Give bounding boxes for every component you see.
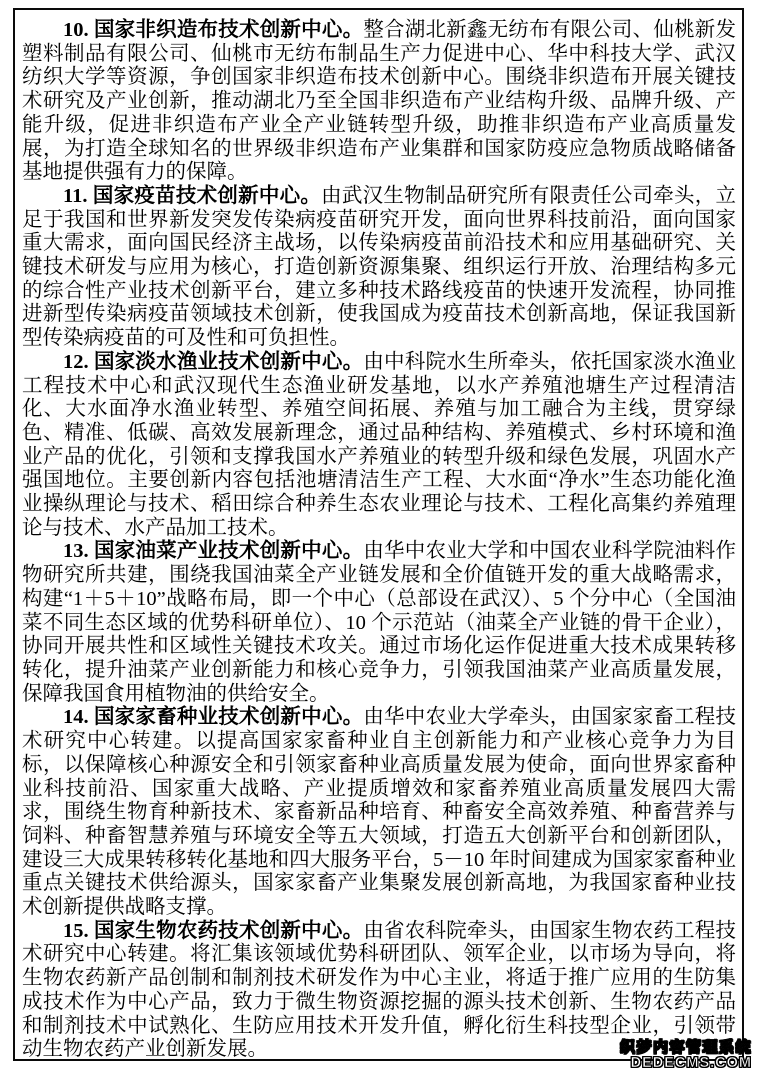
paragraph-item-14 bbox=[22, 706, 736, 919]
paragraph-body: 由华中农业大学牵头，由国家家畜工程技术研究中心转建。以提高国家家畜种业自主创新能力和产业核心竞争力为目标，以保障核心种源安全和引领家畜种业高质量发展为使命，面向世界家畜种业科技前沿、国家重大战略、产业提质增效和家畜养殖业高质量发展四大需求，围绕生物育种新技术、家畜新品种培育、种畜安全高效养殖、种畜营养与饲料、种畜智慧养殖与环境安全等五大领域，打造五大创新平台和创新团队，建设三大成果转移转化基地和四大服务平台，5－10 年时间建成为国家家畜种业重点关键技术供给源头，国家家畜产业集聚发展创新高地，为我国家畜种业技术创新提供战略支撑。 bbox=[22, 706, 737, 919]
paragraph-heading: 14. 国家家畜种业技术创新中心。 bbox=[63, 706, 364, 729]
watermark-cms-name: 织梦内容管理系统 bbox=[619, 1038, 752, 1056]
paragraph-heading: 11. 国家疫苗技术创新中心。 bbox=[63, 184, 322, 207]
paragraph-body: 整合湖北新鑫无纺布有限公司、仙桃新发塑料制品有限公司、仙桃市无纺布制品生产力促进中心、华中科技大学、武汉纺织大学等资源，争创国家非织造布技术创新中心。围绕非织造布开展关键技术研究及产业创新，推动湖北乃至全国非织造布产业结构升级、品牌升级、产能升级，促进非织造布产业全产业链转型升级，助推非织造布产业高质量发展，为打造全球知名的世界级非织造布产业集群和国家防疫应急物质战略储备基地提供强有力的保障。 bbox=[22, 19, 737, 184]
paragraph-item-10 bbox=[22, 19, 736, 185]
watermark bbox=[620, 1040, 752, 1071]
watermark-site-url: DEDECMS.COM bbox=[630, 1054, 752, 1071]
paragraph-body: 由省农科院牵头，由国家生物农药工程技术研究中心转建。将汇集该领域优势科研团队、领军企业，以市场为导向，将生物农药新产品创制和制剂技术研发作为中心主业，将适于推广应用的生防集成技术作为中心产品，致力于微生物资源挖掘的源头技术创新、生物农药产品和制剂技术中试熟化、生防应用技术开发升值，孵化衍生科技型企业，引领带动生物农药产业创新发展。 bbox=[22, 919, 737, 1061]
paragraph-heading: 15. 国家生物农药技术创新中心。 bbox=[63, 919, 364, 942]
paragraph-heading: 10. 国家非织造布技术创新中心。 bbox=[63, 19, 364, 41]
document-page bbox=[13, 8, 744, 1061]
paragraph-body: 由武汉生物制品研究所有限责任公司牵头，立足于我国和世界新发突发传染病疫苗研究开发，面向世界科技前沿，面向国家重大需求，面向国民经济主战场，以传染病疫苗前沿技术和应用基础研究、关键技术研发与应用为核心，打造创新资源集聚、组织运行开放、治理结构多元的综合性产业技术创新平台，建立多种技术路线疫苗的快速开发流程，协同推进新型传染病疫苗领域技术创新，使我国成为疫苗技术创新高地，保证我国新型传染病疫苗的可及性和可负担性。 bbox=[22, 184, 736, 350]
paragraph-body: 由华中农业大学和中国农业科学院油料作物研究所共建，围绕我国油菜全产业链发展和全价值链开发的重大战略需求，构建“1＋5＋10”战略布局，即一个中心（总部设在武汉）、5 个分中心（全国油菜不同生态区域的优势科研单位）、10 个示范站（油菜全产业链的骨干企业），协同开展共性和区域性关键技术攻关。通过市场化运作促进重大技术成果转移转化，提升油菜产业创新能力和核心竞争力，引领我国油菜产业高质量发展，保障我国食用植物油的供给安全。 bbox=[22, 540, 737, 705]
paragraph-item-13 bbox=[22, 540, 736, 706]
paragraph-heading: 13. 国家油菜产业技术创新中心。 bbox=[63, 540, 364, 563]
paragraph-heading: 12. 国家淡水渔业技术创新中心。 bbox=[63, 350, 364, 373]
paragraph-body: 由中科院水生所牵头，依托国家淡水渔业工程技术中心和武汉现代生态渔业研发基地，以水产养殖池塘生产过程清洁化、大水面净水渔业转型、养殖空间拓展、养殖与加工融合为主线，贯穿绿色、精准、低碳、高效发展新理念，通过品种结构、养殖模式、乡村环境和渔业产品的优化，引领和支撑我国水产养殖业的转型升级和绿色发展，巩固水产强国地位。主要创新内容包括池塘清洁生产工程、大水面“净水”生态功能化渔业操纵理论与技术、稻田综合种养生态农业理论与技术、工程化高集约养殖理论与技术、水产品加工技术。 bbox=[22, 350, 737, 539]
paragraph-item-12 bbox=[22, 351, 736, 541]
paragraph-item-11 bbox=[22, 185, 736, 351]
